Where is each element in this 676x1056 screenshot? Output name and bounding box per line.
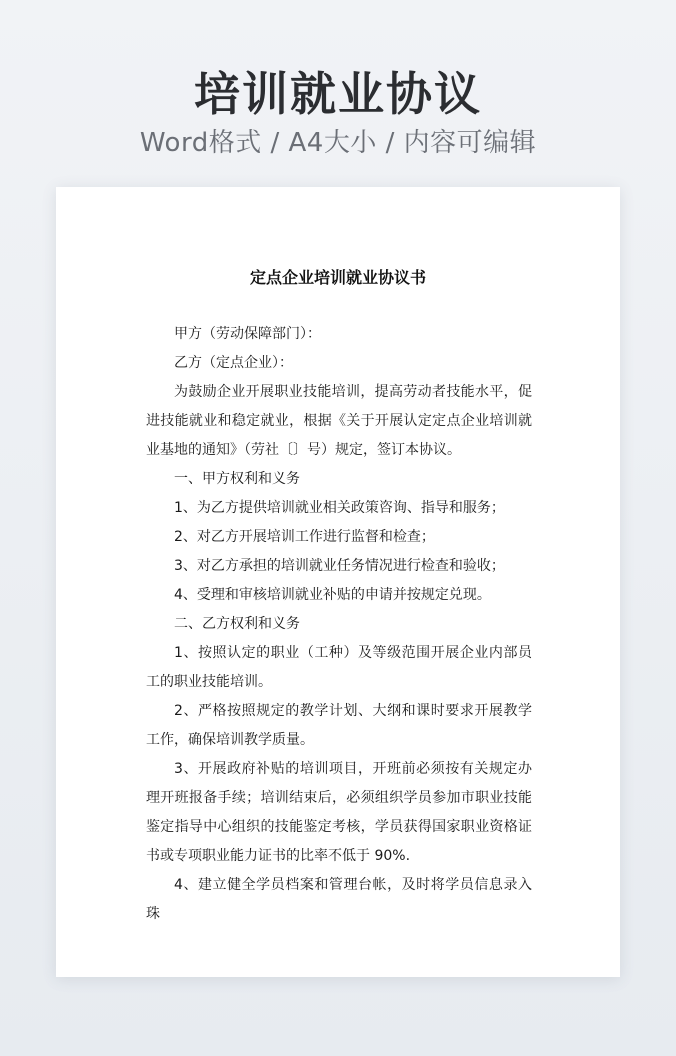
page-title: 培训就业协议 [194,67,482,121]
clause-a-4: 4、受理和审核培训就业补贴的申请并按规定兑现。 [174,587,491,603]
clause-a-2: 2、对乙方开展培训工作进行监督和检查； [174,529,435,545]
page-subtitle: Word格式 / A4大小 / 内容可编辑 [139,128,537,158]
preamble-paragraph: 为鼓励企业开展职业技能培训，提高劳动者技能水平，促进技能就业和稳定就业，根据《关于开展认定定点企业培训就业基地的通知》（劳社〔〕号）规定，签订本协议。 [146,384,532,458]
document-body [146,320,532,929]
clause-b-2: 2、严格按照规定的教学计划、大纲和课时要求开展教学工作，确保培训教学质量。 [146,703,532,748]
clause-a-3: 3、对乙方承担的培训就业任务情况进行检查和验收； [174,558,505,574]
section-heading-party-a: 一、甲方权利和义务 [174,471,300,487]
party-a-line: 甲方（劳动保障部门）： [174,326,321,342]
clause-a-1: 1、为乙方提供培训就业相关政策咨询、指导和服务； [174,500,505,516]
party-b-line: 乙方（定点企业）： [174,355,293,371]
document-page [56,187,620,977]
page-header [0,64,676,160]
document-title: 定点企业培训就业协议书 [249,268,426,287]
clause-b-3: 3、开展政府补贴的培训项目，开班前必须按有关规定办理开班报备手续；培训结束后，必须组织学员参加市职业技能鉴定指导中心组织的技能鉴定考核，学员获得国家职业资格证书或专项职业能力证书的比率不低于 90%. [146,761,532,864]
clause-b-1: 1、按照认定的职业（工种）及等级范围开展企业内部员工的职业技能培训。 [146,645,532,690]
clause-b-4: 4、建立健全学员档案和管理台帐，及时将学员信息录入珠 [146,877,532,922]
section-heading-party-b: 二、乙方权利和义务 [174,616,300,632]
